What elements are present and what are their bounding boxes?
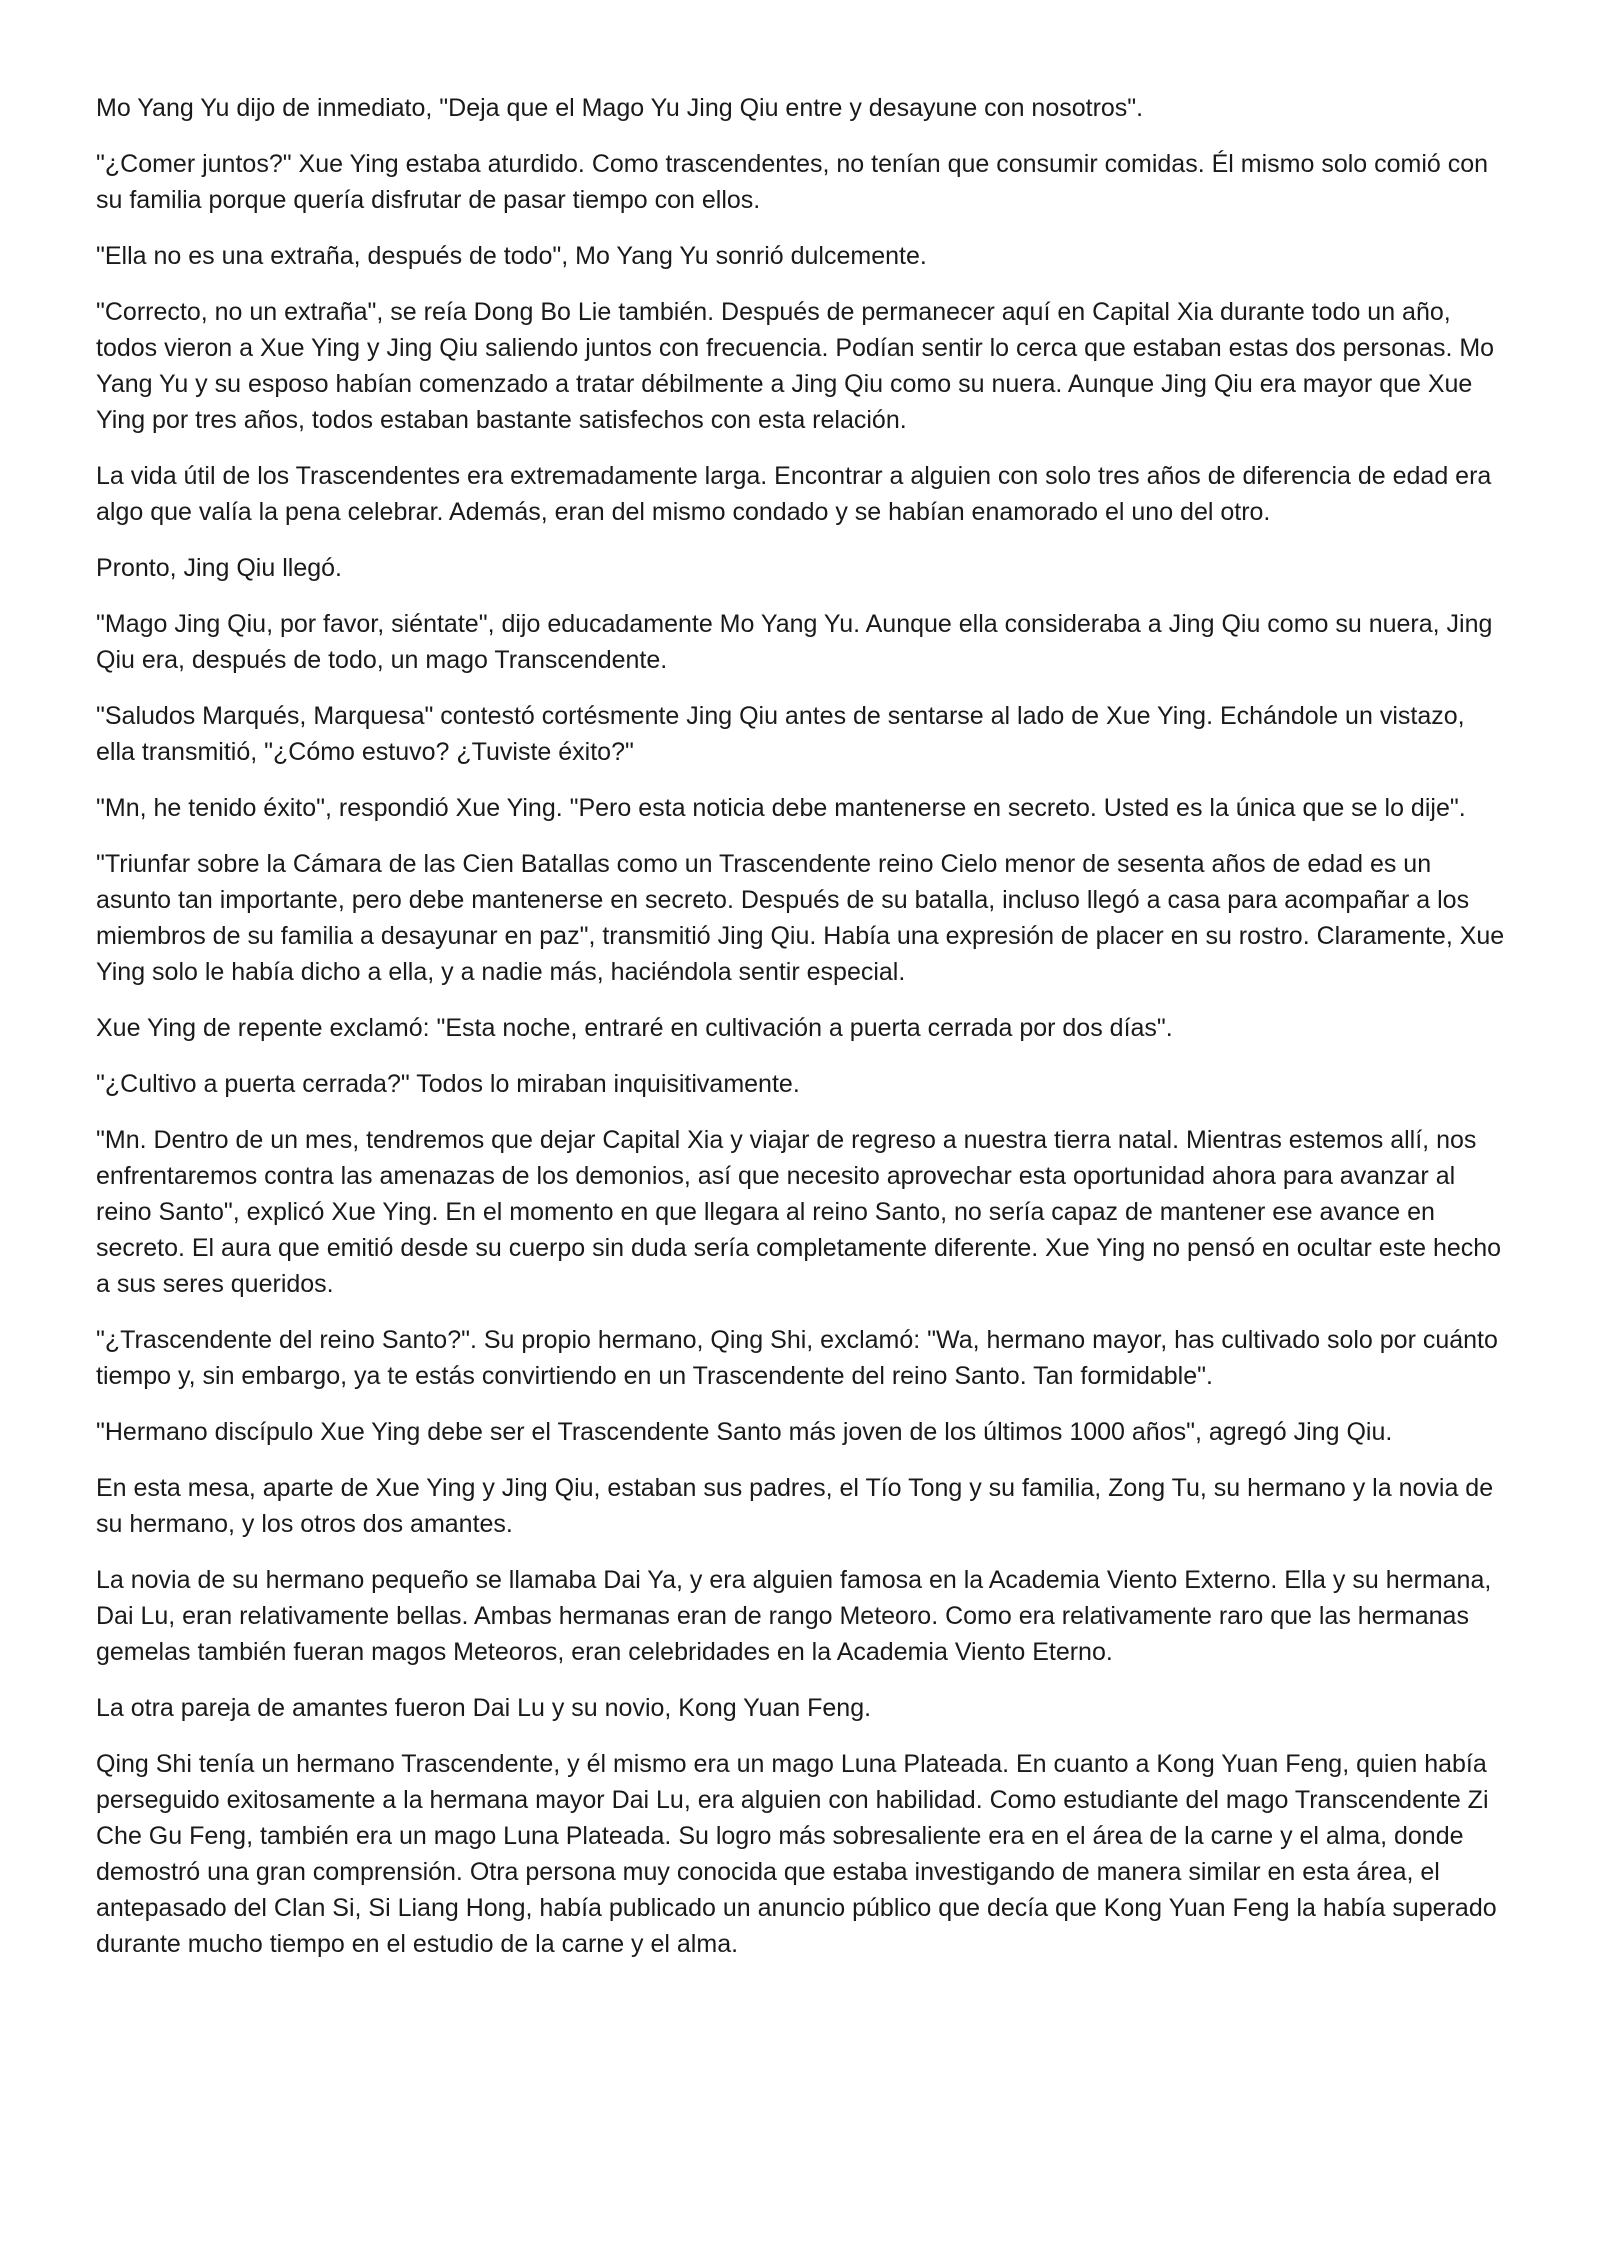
paragraph-18: La otra pareja de amantes fueron Dai Lu y su novio, Kong Yuan Feng. [96,1694,872,1722]
paragraph-11: Xue Ying de repente exclamó: "Esta noche, entraré en cultivación a puerta cerrada por dos días". [96,1014,1173,1042]
paragraph-2: "¿Comer juntos?" Xue Ying estaba aturdido. Como trascendentes, no tenían que consumir comidas. Él mismo solo comió con su familia porque quería disfrutar de pasar tiempo con ellos. [96,150,1489,214]
paragraph-1: Mo Yang Yu dijo de inmediato, "Deja que el Mago Yu Jing Qiu entre y desayune con nosotros". [96,94,1144,122]
paragraph-3: "Ella no es una extraña, después de todo", Mo Yang Yu sonrió dulcemente. [96,242,927,270]
paragraph-4: "Correcto, no un extraña", se reía Dong Bo Lie también. Después de permanecer aquí en Capital Xia durante todo un año, todos vieron a Xue Ying y Jing Qiu saliendo juntos con frecuencia. Podían sentir lo cerca que estaban estas dos personas. Mo Yang Yu y su esposo habían comenzado a tratar débilmente a Jing Qiu como su nuera. Aunque Jing Qiu era mayor que Xue Ying por tres años, todos estaban bastante satisfechos con esta relación. [96,298,1495,434]
paragraph-14: "¿Trascendente del reino Santo?". Su propio hermano, Qing Shi, exclamó: "Wa, hermano mayor, has cultivado solo por cuánto tiempo y, sin embargo, ya te estás convirtiendo en un Trascendente del reino Santo. Tan formidable". [96,1326,1498,1390]
paragraph-19: Qing Shi tenía un hermano Trascendente, y él mismo era un mago Luna Plateada. En cuanto a Kong Yuan Feng, quien había perseguido exitosamente a la hermana mayor Dai Lu, era alguien con habilidad. Como estudiante del mago Transcendente Zi Che Gu Feng, también era un mago Luna Plateada. Su logro más sobresaliente era en el área de la carne y el alma, donde demostró una gran comprensión. Otra persona muy conocida que estaba investigando de manera similar en esta área, el antepasado del Clan Si, Si Liang Hong, había publicado un anuncio público que decía que Kong Yuan Feng la había superado durante mucho tiempo en el estudio de la carne y el alma. [96,1750,1497,1958]
document-page [96,90,1506,1982]
paragraph-16: En esta mesa, aparte de Xue Ying y Jing Qiu, estaban sus padres, el Tío Tong y su familia, Zong Tu, su hermano y la novia de su hermano, y los otros dos amantes. [96,1474,1494,1538]
paragraph-9: "Mn, he tenido éxito", respondió Xue Ying. "Pero esta noticia debe mantenerse en secreto. Usted es la única que se lo dije". [96,794,1466,822]
paragraph-12: "¿Cultivo a puerta cerrada?" Todos lo miraban inquisitivamente. [96,1070,800,1098]
paragraph-13: "Mn. Dentro de un mes, tendremos que dejar Capital Xia y viajar de regreso a nuestra tierra natal. Mientras estemos allí, nos enfrentaremos contra las amenazas de los demonios, así que necesito aprovechar esta oportunidad ahora para avanzar al reino Santo", explicó Xue Ying. En el momento en que llegara al reino Santo, no sería capaz de mantener ese avance en secreto. El aura que emitió desde su cuerpo sin duda sería completamente diferente. Xue Ying no pensó en ocultar este hecho a sus seres queridos. [96,1126,1502,1298]
paragraph-17: La novia de su hermano pequeño se llamaba Dai Ya, y era alguien famosa en la Academia Viento Externo. Ella y su hermana, Dai Lu, eran relativamente bellas. Ambas hermanas eran de rango Meteoro. Como era relativamente raro que las hermanas gemelas también fueran magos Meteoros, eran celebridades en la Academia Viento Eterno. [96,1566,1492,1666]
paragraph-5: La vida útil de los Trascendentes era extremadamente larga. Encontrar a alguien con solo tres años de diferencia de edad era algo que valía la pena celebrar. Además, eran del mismo condado y se habían enamorado el uno del otro. [96,462,1492,526]
paragraph-10: "Triunfar sobre la Cámara de las Cien Batallas como un Trascendente reino Cielo menor de sesenta años de edad es un asunto tan importante, pero debe mantenerse en secreto. Después de su batalla, incluso llegó a casa para acompañar a los miembros de su familia a desayunar en paz", transmitió Jing Qiu. Había una expresión de placer en su rostro. Claramente, Xue Ying solo le había dicho a ella, y a nadie más, haciéndola sentir especial. [96,850,1505,986]
paragraph-7: "Mago Jing Qiu, por favor, siéntate", dijo educadamente Mo Yang Yu. Aunque ella consideraba a Jing Qiu como su nuera, Jing Qiu era, después de todo, un mago Transcendente. [96,610,1493,674]
paragraph-15: "Hermano discípulo Xue Ying debe ser el Trascendente Santo más joven de los últimos 1000 años", agregó Jing Qiu. [96,1418,1393,1446]
paragraph-8: "Saludos Marqués, Marquesa" contestó cortésmente Jing Qiu antes de sentarse al lado de Xue Ying. Echándole un vistazo, ella transmitió, "¿Cómo estuvo? ¿Tuviste éxito?" [96,702,1465,766]
paragraph-6: Pronto, Jing Qiu llegó. [96,554,342,582]
